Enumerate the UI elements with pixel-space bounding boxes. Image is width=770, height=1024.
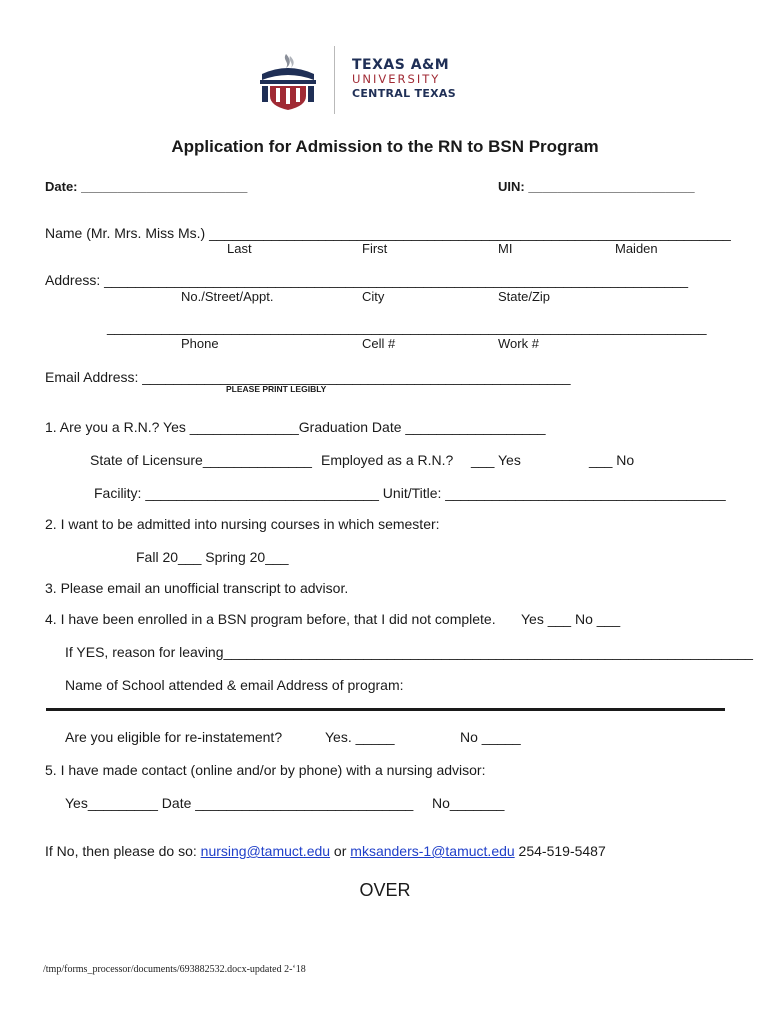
name-first-label: First	[362, 241, 388, 256]
q1-licensure-field[interactable]: State of Licensure______________	[90, 452, 312, 468]
university-logo	[352, 58, 456, 99]
q2-semester-options[interactable]: Fall 20___ Spring 20___	[136, 549, 289, 565]
nursing-email-link[interactable]: nursing@tamuct.edu	[200, 843, 331, 859]
reinstatement-yes[interactable]: Yes. _____	[325, 729, 395, 745]
q1-employed-yes[interactable]: ___ Yes	[471, 452, 521, 468]
contact-phone: 254-519-5487	[514, 843, 606, 859]
logo-line-2: UNIVERSITY	[352, 72, 441, 86]
reinstatement-question: Are you eligible for re-instatement?	[65, 729, 283, 745]
address-state-label: State/Zip	[498, 289, 551, 304]
q5-advisor-question: 5. I have made contact (online and/or by phone) with a nursing advisor:	[45, 762, 486, 778]
name-maiden-label: Maiden	[615, 241, 658, 256]
date-field[interactable]: Date: _______________________	[45, 179, 248, 194]
logo-line-3: CENTRAL TEXAS	[352, 86, 456, 100]
over-indicator: OVER	[359, 880, 411, 900]
q1-employed-label: Employed as a R.N.?	[321, 452, 454, 468]
work-label: Work #	[498, 336, 539, 351]
contact-line	[45, 843, 606, 859]
address-street-label: No./Street/Appt.	[181, 289, 274, 304]
q1-employed-no[interactable]: ___ No	[589, 452, 635, 468]
phone-field[interactable]: _____________________________________________________________________________	[107, 319, 707, 335]
q1-rn-question[interactable]: 1. Are you a R.N.? Yes ______________Graduation Date __________________	[45, 419, 546, 435]
q2-semester-question: 2. I want to be admitted into nursing courses in which semester:	[45, 516, 440, 532]
q4-yes-no[interactable]: Yes ___ No ___	[521, 611, 621, 627]
uin-field[interactable]: UIN: _______________________	[498, 179, 695, 194]
contact-or: or	[330, 843, 351, 859]
address-field[interactable]: Address: ___________________________________________________________________________	[45, 272, 689, 288]
logo-divider	[334, 46, 335, 114]
q4-school-label: Name of School attended & email Address of program:	[65, 677, 404, 693]
q4-reason-field[interactable]: If YES, reason for leaving____________________________________________________________________	[65, 644, 753, 660]
form-title: Application for Admission to the RN to BSN Program	[171, 137, 599, 156]
cell-label: Cell #	[362, 336, 396, 351]
q4-bsn-question: 4. I have been enrolled in a BSN program before, that I did not complete.	[45, 611, 496, 627]
section-divider	[46, 708, 725, 711]
reinstatement-no[interactable]: No _____	[460, 729, 521, 745]
advisor-email-link[interactable]: mksanders-1@tamuct.edu	[350, 843, 515, 859]
phone-label: Phone	[181, 336, 219, 351]
logo-line-1: TEXAS A&M	[352, 57, 450, 73]
name-field[interactable]: Name (Mr. Mrs. Miss Ms.) ___________________________________________________________________	[45, 225, 731, 241]
print-legibly-note: PLEASE PRINT LEGIBLY	[226, 384, 327, 394]
university-seal-icon	[256, 52, 320, 112]
q1-facility-field[interactable]: Facility: ______________________________ Unit/Title: ____________________________________	[94, 485, 726, 501]
name-last-label: Last	[227, 241, 252, 256]
q5-yes-date-field[interactable]: Yes_________ Date ____________________________	[65, 795, 414, 811]
email-field[interactable]: Email Address: _______________________________________________________	[45, 369, 571, 385]
name-mi-label: MI	[498, 241, 513, 256]
document-footer: /tmp/forms_processor/documents/693882532.docx-updated 2-‘18	[43, 964, 306, 975]
contact-prefix: If No, then please do so:	[45, 843, 201, 859]
q5-no-field[interactable]: No_______	[432, 795, 505, 811]
q3-transcript-note: 3. Please email an unofficial transcript to advisor.	[45, 580, 349, 596]
address-city-label: City	[362, 289, 385, 304]
